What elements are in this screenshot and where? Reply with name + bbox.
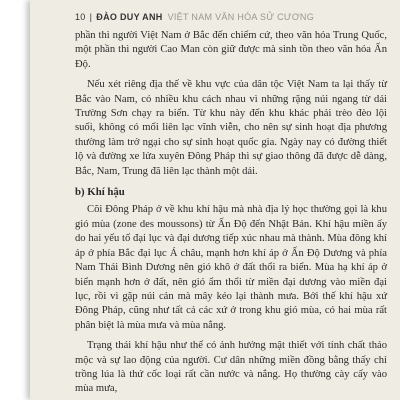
paragraph-4: Trạng thái khí hậu như thế có ảnh hưởng mật thiết với tính chất thảo mộc và sự lao động của người. Cư dân những miền đồng bằng thấy chỉ trồng lúa là thứ cốc loại rất cần nước và nắng. Họ thường cày cấy vào mùa mưa, [75,340,387,395]
paragraph-3: Cõi Đông Pháp ở về khu khí hậu mà nhà địa lý học thường gọi là khu gió mùa (zone des moussons) từ Ấn Độ đến Nhật Bản. Khí hậu miền ấy do hai yếu tố đại lục và đại dương tiếp xúc nhau mà thành. Mùa đông khí áp ở phía Bắc đại lục Á châu, mạnh hơn khí áp ở Ấn Độ Dương và phía Nam Thái Bình Dương nên gió khô ở đất thổi ra biển. Mùa hạ khí áp ở biển mạnh hơn ở đất, nên gió ẩm thổi từ miền đại dương vào miền đại lục, rồi vì gặp núi cản mà mây kéo lại thành mưa. Bởi thế khí hậu xứ Đông Pháp, cũng như tất cả các xứ ở trong khu gió mùa, có hai mùa rất phân biệt là mùa mưa và mùa nắng. [75,204,387,331]
author-name: ĐÀO DUY ANH [96,12,163,22]
page-number: 10 [75,12,86,22]
paragraph-2: Nếu xét riêng địa thế về khu vực của dân tộc Việt Nam ta lại thấy từ Bắc vào Nam, có nhiều khu cách nhau vì những rặng núi ngang từ dải Trường Sơn chạy ra biển. Từ khu này đến khu khác phải trèo đèo lội suối, không có mối liên lạc vĩnh viễn, cho nên sự sinh hoạt địa phương thường làm trở ngại cho sự sinh hoạt quốc gia. Ngày nay có đường thiết lộ và đường xe lửa xuyên Đông Pháp thì sự giao thông đã được dễ dàng, Bắc, Nam, Trung đã liên lạc thành một dải. [75,79,387,177]
header-separator: | [89,12,93,22]
body-text [75,29,387,400]
section-heading: b) Khí hậu [75,186,125,199]
book-page [30,0,400,400]
faded-book-title: VIỆT NAM VĂN HÓA SỬ CƯƠNG [167,12,315,22]
running-head [75,12,314,22]
paragraph-1: phần thì người Việt Nam ở Bắc đến chiếm cứ, theo văn hóa Trung Quốc, một phần thì người Cao Man còn giữ được mà sinh tồn theo văn hóa Ấn Độ. [75,30,387,70]
